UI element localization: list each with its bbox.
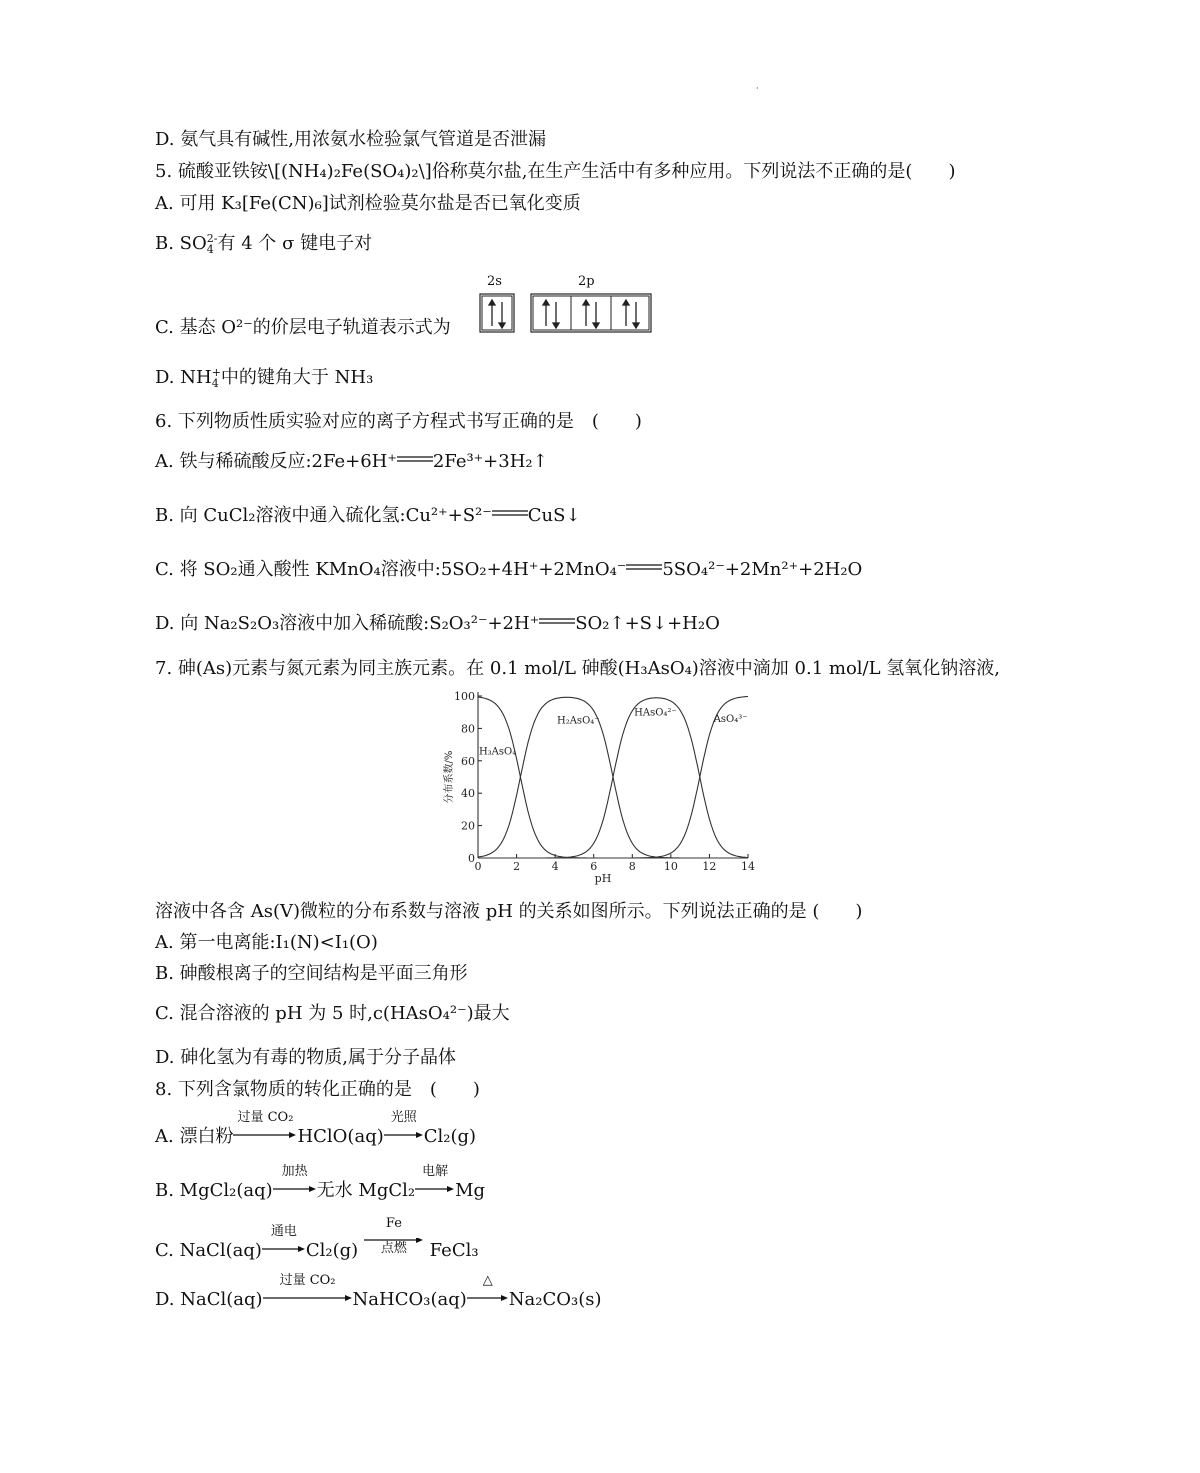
orbital-2p-label: 2p <box>578 274 595 289</box>
y-tick-label: 80 <box>461 722 475 736</box>
q8-a-start: A. 漂白粉 <box>155 1126 234 1147</box>
q8-stem: 8. 下列含氯物质的转化正确的是 ( ) <box>155 1079 480 1100</box>
x-axis-label: pH <box>594 872 612 885</box>
x-tick-label: 14 <box>741 860 755 873</box>
q6-a-left: A. 铁与稀硫酸反应:2Fe+6H⁺ <box>155 451 397 472</box>
q7-option-d: D. 砷化氢为有毒的物质,属于分子晶体 <box>155 1047 456 1068</box>
y-tick-label: 60 <box>461 754 475 768</box>
q8-option-b <box>155 1164 486 1203</box>
arrow-label: 加热 <box>281 1164 308 1179</box>
arrow-label: 光照 <box>390 1110 417 1125</box>
q7-option-b: B. 砷酸根离子的空间结构是平面三角形 <box>155 963 468 984</box>
q5-b-prefix: B. SO <box>155 233 207 254</box>
q6-option-d <box>155 612 720 636</box>
q5-option-a: A. 可用 K₃[Fe(CN)₆]试剂检验莫尔盐是否已氧化变质 <box>155 193 581 214</box>
q5-b-suffix: 有 4 个 σ 键电子对 <box>217 233 373 254</box>
arrow-label-above: Fe <box>385 1216 402 1231</box>
q8-d-mid: NaHCO₃(aq) <box>352 1289 467 1310</box>
arrow-label: △ <box>482 1273 493 1288</box>
x-tick-label: 10 <box>663 860 678 873</box>
q5-option-c <box>155 316 451 340</box>
x-tick-label: 6 <box>590 860 598 873</box>
q5-d-prefix: D. NH <box>155 367 212 388</box>
arrow-icon <box>415 1178 455 1200</box>
q6-c-right: 5SO₄²⁻+2Mn²⁺+2H₂O <box>662 559 863 580</box>
q8-d-end: Na₂CO₃(s) <box>508 1289 602 1310</box>
q8-b-start: B. MgCl₂(aq) <box>155 1180 273 1201</box>
equals-sign <box>397 454 433 464</box>
x-tick-label: 4 <box>551 860 559 873</box>
equals-sign <box>539 616 575 626</box>
q5-option-b: B. SO 2- 4 有 4 个 σ 键电子对 <box>155 232 373 256</box>
q5-option-d: D. NH + 4 中的键角大于 NH₃ <box>155 366 374 390</box>
q6-option-b <box>155 504 581 528</box>
q7-stem: 7. 砷(As)元素与氮元素为同主族元素。在 0.1 mol/L 砷酸(H₃AsO₄)溶液中滴加 0.1 mol/L 氢氧化钠溶液, <box>155 658 1001 679</box>
equals-sign <box>492 508 528 518</box>
x-tick-label: 12 <box>702 860 717 873</box>
arrow-label-below: 点燃 <box>380 1241 407 1256</box>
q4-option-d: D. 氨气具有碱性,用浓氨水检验氯气管道是否泄漏 <box>155 129 546 150</box>
x-tick-label: 8 <box>628 860 636 873</box>
x-tick-label: 0 <box>474 860 482 873</box>
q8-c-start: C. NaCl(aq) <box>155 1240 262 1261</box>
arrow-icon <box>384 1124 424 1146</box>
arrow-label: 过量 CO₂ <box>279 1273 336 1288</box>
q6-d-right: SO₂↑+S↓+H₂O <box>575 613 720 634</box>
q8-option-c <box>155 1216 479 1263</box>
distribution-chart <box>440 686 770 886</box>
q6-d-left: D. 向 Na₂S₂O₃溶液中加入稀硫酸:S₂O₃²⁻+2H⁺ <box>155 613 540 634</box>
arrow-icon <box>263 1287 353 1309</box>
q6-stem: 6. 下列物质性质实验对应的离子方程式书写正确的是 ( ) <box>155 411 642 432</box>
x-tick-label: 2 <box>513 860 521 873</box>
q6-c-left: C. 将 SO₂通入酸性 KMnO₄溶液中:5SO₂+4H⁺+2MnO₄⁻ <box>155 559 627 580</box>
q5-d-suffix: 中的键角大于 NH₃ <box>220 367 374 388</box>
q8-c-mid: Cl₂(g) <box>305 1240 359 1261</box>
series-label: AsO₄³⁻ <box>713 713 748 725</box>
y-tick-label: 0 <box>468 852 475 865</box>
arrow-icon <box>233 1124 297 1146</box>
arrow-icon <box>467 1287 509 1309</box>
q8-option-a <box>155 1110 477 1149</box>
q5-stem: 5. 硫酸亚铁铵\[(NH₄)₂Fe(SO₄)₂\]俗称莫尔盐,在生产生活中有多种应用。下列说法不正确的是( ) <box>155 161 956 182</box>
q7-option-c: C. 混合溶液的 pH 为 5 时,c(HAsO₄²⁻)最大 <box>155 1003 510 1024</box>
q8-a-mid: HClO(aq) <box>297 1126 384 1147</box>
series-label: HAsO₄²⁻ <box>634 707 677 719</box>
series-label: H₃AsO₄ <box>478 746 517 758</box>
arrow-label: 电解 <box>422 1164 449 1179</box>
q6-option-c <box>155 558 862 582</box>
orbital-boxes <box>478 274 658 336</box>
q7-stem-continued: 溶液中各含 As(Ⅴ)微粒的分布系数与溶液 pH 的关系如图所示。下列说法正确的是 ( ) <box>155 901 863 922</box>
q8-b-end: Mg <box>455 1180 486 1201</box>
chart-svg <box>440 686 770 886</box>
orbital-2s-label: 2s <box>487 274 502 289</box>
arrow-icon <box>262 1238 306 1260</box>
y-tick-label: 40 <box>461 787 475 801</box>
arrow-label: 通电 <box>270 1224 297 1239</box>
q8-b-mid: 无水 MgCl₂ <box>316 1180 416 1201</box>
q6-a-right: 2Fe³⁺+3H₂↑ <box>432 451 548 472</box>
q8-a-end: Cl₂(g) <box>423 1126 477 1147</box>
q6-b-left: B. 向 CuCl₂溶液中通入硫化氢:Cu²⁺+S²⁻ <box>155 505 492 526</box>
y-axis-label: 分布系数/% <box>444 750 455 804</box>
orbital-diagram <box>478 274 658 336</box>
series-label: H₂AsO₄⁻ <box>556 715 600 727</box>
q8-option-d <box>155 1273 602 1312</box>
q5-c-text: C. 基态 O²⁻的价层电子轨道表示式为 <box>155 317 451 338</box>
q7-option-a: A. 第一电离能:I₁(N)<I₁(O) <box>155 932 378 953</box>
y-tick-label: 100 <box>454 690 475 703</box>
equals-sign <box>626 562 662 572</box>
y-tick-label: 20 <box>461 819 475 833</box>
q6-b-right: CuS↓ <box>527 505 581 526</box>
q6-option-a <box>155 450 548 474</box>
page-mark: · <box>756 84 759 93</box>
q8-c-end: FeCl₃ <box>429 1240 479 1261</box>
arrow-icon <box>273 1178 317 1200</box>
series-line-2 <box>478 698 748 858</box>
q8-d-start: D. NaCl(aq) <box>155 1289 263 1310</box>
arrow-label: 过量 CO₂ <box>237 1110 294 1125</box>
